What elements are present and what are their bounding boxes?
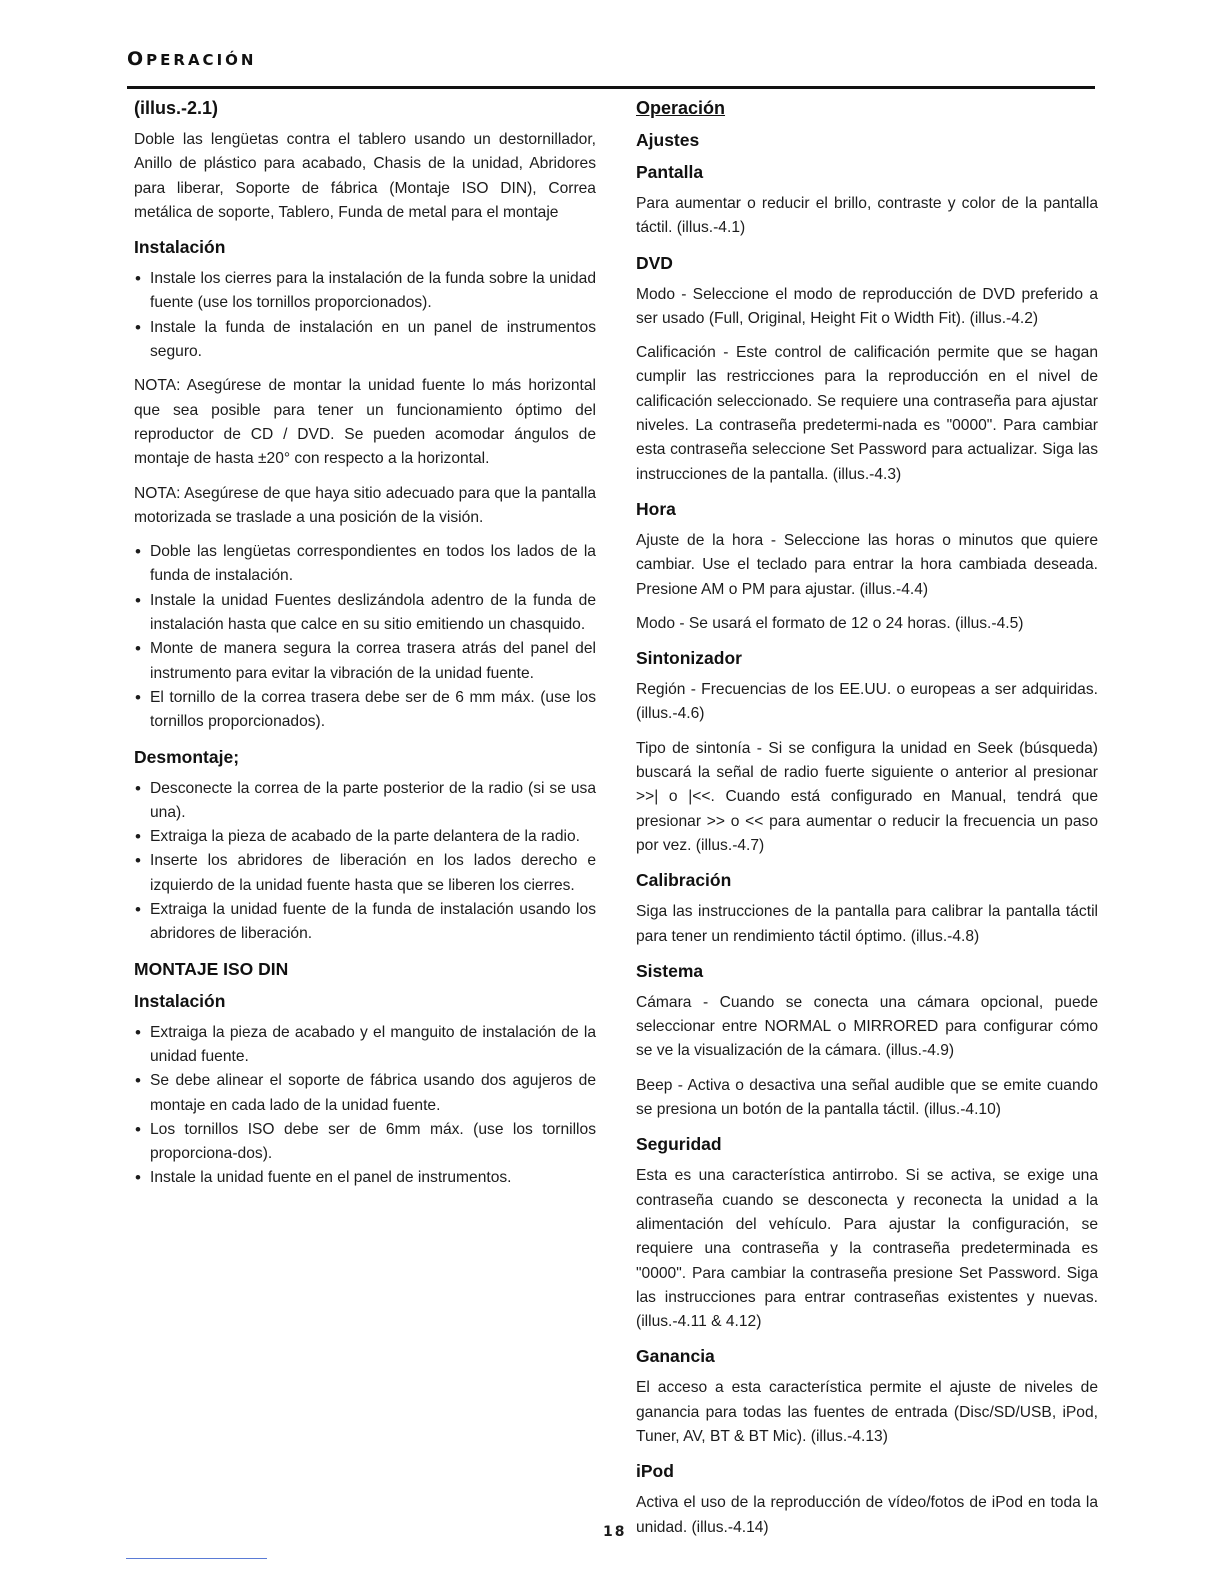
dvd-rating-paragraph: Calificación - Este control de calificación permite que se hagan cumplir las restricciones para la reproducción en el nivel de calificación seleccionado. Se requiere una contraseña para ajustar niveles. La contraseña predetermi-nada es "0000". Para cambiar esta contraseña seleccione Set Password para actualizar. Siga las instrucciones de la pantalla. (illus.-4.3) bbox=[636, 344, 1098, 483]
page-header-title: OPERACIÓN bbox=[127, 48, 257, 70]
install-list bbox=[134, 267, 596, 364]
time-set-paragraph: Ajuste de la hora - Seleccione las horas o minutos que quiere cambiar. Use el teclado para entrar la hora cambiada deseada. Presione AM o PM para ajustar. (illus.-4.4) bbox=[636, 531, 1098, 598]
removal-list bbox=[134, 777, 596, 947]
gain-heading: Ganancia bbox=[636, 1346, 715, 1367]
dvd-heading: DVD bbox=[636, 252, 673, 273]
removal-heading: Desmontaje; bbox=[134, 746, 240, 767]
list-item: • Los tornillos ISO debe ser de 6mm máx. (use los tornillos proporciona-dos). bbox=[134, 1118, 596, 1167]
calibration-heading: Calibración bbox=[636, 870, 732, 891]
intro-paragraph: Doble las lengüetas contra el tablero usando un destornillador, Anillo de plástico para acabado, Chasis de la unidad, Abridores para liberar, Soporte de fábrica (Montaje ISO DIN), Correa metálica de soporte, Tablero, Funda de metal para el montaje bbox=[134, 131, 596, 221]
list-item: • Extraiga la pieza de acabado y el manguito de instalación de la unidad fuente. bbox=[134, 1021, 596, 1070]
settings-heading: Ajustes bbox=[636, 130, 700, 150]
security-paragraph: Esta es una característica antirrobo. Si se activa, se exige una contraseña cuando se desconecta y reconecta la unidad a la alimentación del vehículo. Para ajustar la configuración, se requiere una contraseña y la contraseña predeterminada es "0000". Para cambiar la contraseña presione Set Password. Siga las instrucciones para entrar contraseñas existentes y nuevas. (illus.-4.11 & 4.12) bbox=[636, 1167, 1098, 1331]
list-item: • Instale los cierres para la instalación de la funda sobre la unidad fuente (use los tornillos proporcionados). bbox=[134, 267, 596, 316]
note-paragraph: NOTA: Asegúrese de montar la unidad fuente lo más horizontal que sea posible para tener un funcionamiento óptimo del reproductor de CD / DVD. Se pueden acomodar ángulos de montaje de hasta ±20° con respecto a la horizontal. bbox=[134, 377, 596, 468]
gain-paragraph: El acceso a esta característica permite el ajuste de niveles de ganancia para todas las fuentes de entrada (Disc/SD/USB, iPod, Tuner, AV, BT & BT Mic). (illus.-4.13) bbox=[636, 1379, 1098, 1445]
list-item: • Extraiga la pieza de acabado de la parte delantera de la radio. bbox=[134, 825, 596, 849]
list-item: • Doble las lengüetas correspondientes en todos los lados de la funda de instalación. bbox=[134, 540, 596, 589]
note-paragraph: NOTA: Asegúrese de que haya sitio adecuado para que la pantalla motorizada se traslade a una posición de la visión. bbox=[134, 484, 596, 526]
list-item: • Desconecte la correa de la parte posterior de la radio (si se usa una). bbox=[134, 777, 596, 826]
left-column bbox=[134, 96, 596, 1201]
iso-install-heading: Instalación bbox=[134, 990, 226, 1011]
page-number: 18 bbox=[603, 1524, 627, 1540]
list-item: • Instale la funda de instalación en un panel de instrumentos seguro. bbox=[134, 316, 596, 365]
tuner-heading: Sintonizador bbox=[636, 648, 742, 669]
section-title: Operación bbox=[636, 98, 726, 118]
system-beep-paragraph: Beep - Activa o desactiva una señal audible que se emite cuando se presiona un botón de la pantalla táctil. (illus.-4.10) bbox=[636, 1076, 1098, 1119]
iso-heading: MONTAJE ISO DIN bbox=[134, 958, 289, 979]
illus-reference: (illus.-2.1) bbox=[134, 98, 219, 118]
display-paragraph: Para aumentar o reducir el brillo, contraste y color de la pantalla táctil. (illus.-4.1) bbox=[636, 195, 1098, 237]
list-item: • Monte de manera segura la correa trasera atrás del panel del instrumento para evitar la vibración de la unidad fuente. bbox=[134, 637, 596, 686]
ipod-paragraph: Activa el uso de la reproducción de vídeo/fotos de iPod en toda la unidad. (illus.-4.14) bbox=[636, 1494, 1098, 1536]
install-heading: Instalación bbox=[134, 237, 226, 258]
list-item: • Instale la unidad Fuentes deslizándola adentro de la funda de instalación hasta que calce en su sitio emitiendo un chasquido. bbox=[134, 589, 596, 638]
system-heading: Sistema bbox=[636, 960, 704, 981]
tuner-type-paragraph: Tipo de sintonía - Si se configura la unidad en Seek (búsqueda) buscará la señal de radio fuerte siguiente o anterior al presionar >>| o |<<. Cuando está configurado en Manual, tendrá que presionar >> o << para aumentar o reducir la frecuencia un paso por vez. (illus.-4.7) bbox=[636, 739, 1098, 854]
list-item: • Inserte los abridores de liberación en los lados derecho e izquierdo de la unidad fuente hasta que se liberen los cierres. bbox=[134, 849, 596, 898]
list-item: • Instale la unidad fuente en el panel de instrumentos. bbox=[134, 1166, 596, 1190]
security-heading: Seguridad bbox=[636, 1134, 722, 1155]
list-item: • El tornillo de la correa trasera debe ser de 6 mm máx. (use los tornillos proporcionados). bbox=[134, 686, 596, 735]
time-mode-paragraph: Modo - Se usará el formato de 12 o 24 horas. (illus.-4.5) bbox=[636, 614, 1024, 632]
right-column bbox=[636, 96, 1098, 1550]
list-item: • Extraiga la unidad fuente de la funda de instalación usando los abridores de liberación. bbox=[134, 898, 596, 947]
ipod-heading: iPod bbox=[636, 1461, 674, 1482]
display-heading: Pantalla bbox=[636, 162, 704, 182]
time-heading: Hora bbox=[636, 498, 676, 519]
iso-list bbox=[134, 1021, 596, 1191]
tuner-region-paragraph: Región - Frecuencias de los EE.UU. o europeas a ser adquiridas. (illus.-4.6) bbox=[636, 681, 1098, 723]
install-list-2 bbox=[134, 540, 596, 734]
system-camera-paragraph: Cámara - Cuando se conecta una cámara opcional, puede seleccionar entre NORMAL o MIRRORED para configurar cómo se ve la visualización de la cámara. (illus.-4.9) bbox=[636, 993, 1098, 1060]
footer-divider bbox=[126, 1558, 267, 1559]
dvd-mode-paragraph: Modo - Seleccione el modo de reproducción de DVD preferido a ser usado (Full, Original, Height Fit o Width Fit). (illus.-4.2) bbox=[636, 285, 1098, 327]
header-rule bbox=[127, 86, 1095, 89]
calibration-paragraph: Siga las instrucciones de la pantalla para calibrar la pantalla táctil para tener un rendimiento táctil óptimo. (illus.-4.8) bbox=[636, 903, 1098, 945]
list-item: • Se debe alinear el soporte de fábrica usando dos agujeros de montaje en cada lado de la unidad fuente. bbox=[134, 1069, 596, 1118]
